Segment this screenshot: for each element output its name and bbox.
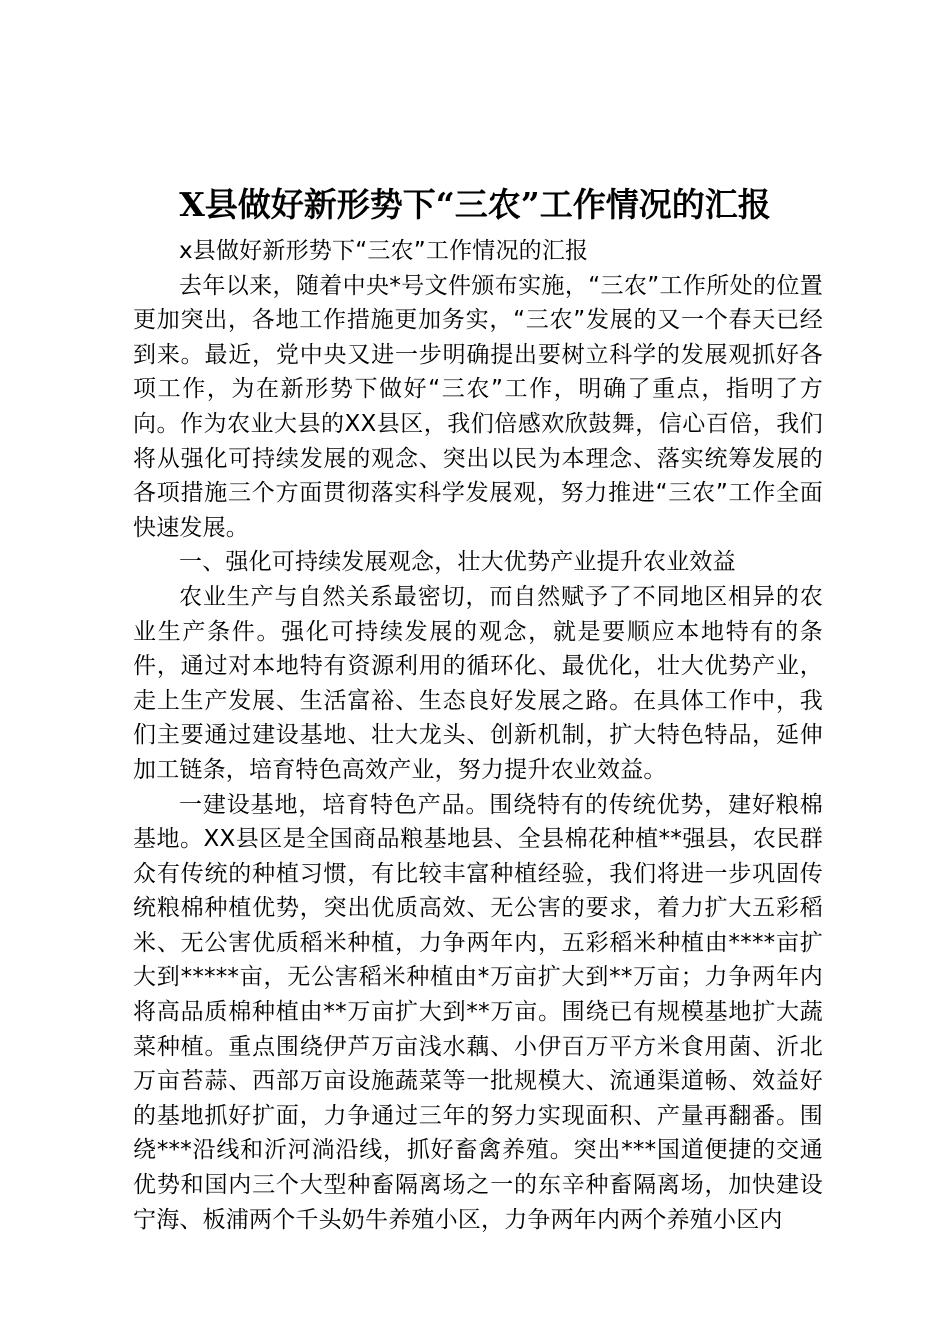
body-paragraph: x县做好新形势下“三农”工作情况的汇报: [179, 238, 589, 264]
body-paragraph: 去年以来，随着中央*号文件颁布实施，“三农”工作所处的位置更加突出，各地工作措施更加务实，“三农”发展的又一个春天已经到来。最近，党中央又进一步明确提出要树立科学的发展观抓好各项工作，为在新形势下做好“三农”工作，明确了重点，指明了方向。作为农业大县的XX县区，我们倍感欢欣鼓舞，信心百倍，我们将从强化可持续发展的观念、突出以民为本理念、落实统筹发展的各项措施三个方面贯彻落实科学发展观，努力推进“三农”工作全面快速发展。: [133, 272, 823, 541]
body-paragraph: 一建设基地，培育特色产品。围绕特有的传统优势，建好粮棉基地。XX县区是全国商品粮基地县、全县棉花种植**强县，农民群众有传统的种植习惯，有比较丰富种植经验，我们将进一步巩固传统粮棉种植优势，突出优质高效、无公害的要求，着力扩大五彩稻米、无公害优质稻米种植，力争两年内，五彩稻米种植由****亩扩大到*****亩，无公害稻米种植由*万亩扩大到**万亩；力争两年内将高品质棉种植由**万亩扩大到**万亩。围绕已有规模基地扩大蔬菜种植。重点围绕伊芦万亩浅水藕、小伊百万平方米食用菌、沂北万亩苔蒜、西部万亩设施蔬菜等一批规模大、流通渠道畅、效益好的基地抓好扩面，力争通过三年的努力实现面积、产量再翻番。围绕***沿线和沂河淌沿线，抓好畜禽养殖。突出***国道便捷的交通优势和国内三个大型种畜隔离场之一的东辛种畜隔离场，加快建设宁海、板浦两个千头奶牛养殖小区，力争两年内两个养殖小区内: [133, 791, 823, 1233]
section-heading: 一、强化可持续发展观念，壮大优势产业提升农业效益: [179, 549, 736, 576]
document-title: X县做好新形势下“三农”工作情况的汇报: [179, 185, 771, 224]
body-paragraph: 农业生产与自然关系最密切，而自然赋予了不同地区相异的农业生产条件。强化可持续发展的观念，就是要顺应本地特有的条件，通过对本地特有资源利用的循环化、最优化，壮大优势产业，走上生产发展、生活富裕、生态良好发展之路。在具体工作中，我们主要通过建设基地、壮大龙头、创新机制，扩大特色特品，延伸加工链条，培育特色高效产业，努力提升农业效益。: [133, 583, 823, 783]
document-body: [133, 234, 823, 1237]
